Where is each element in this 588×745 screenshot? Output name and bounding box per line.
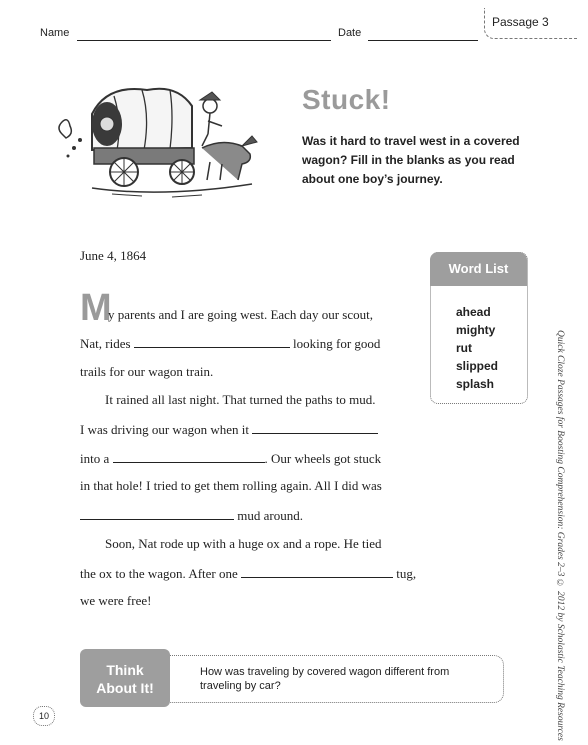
word-list-title: Word List xyxy=(448,261,509,276)
word-list-item: ahead xyxy=(456,305,491,319)
passage-line-text: Soon, Nat rode up with a huge ox and a rope. He tied xyxy=(105,536,382,551)
blank-1[interactable] xyxy=(134,335,290,348)
blank-2[interactable] xyxy=(252,421,378,434)
passage-label: Passage 3 xyxy=(492,15,549,29)
word-list-item: mighty xyxy=(456,323,496,337)
blank-4[interactable] xyxy=(80,507,234,520)
passage-line-5 xyxy=(80,421,378,438)
passage-line-6 xyxy=(80,450,381,467)
passage-date: June 4, 1864 xyxy=(80,248,147,263)
side-citation: Quick Cloze Passages for Boosting Comprehension: Grades 2–3 © 2012 by Scholastic Teaching Resources xyxy=(555,330,565,741)
word-list-item: slipped xyxy=(456,359,499,373)
passage-line-1 xyxy=(108,307,373,323)
page-title: Stuck! xyxy=(302,84,391,115)
passage-line-10 xyxy=(80,565,416,582)
passage-line-7 xyxy=(80,478,382,494)
passage-line-text: y parents and I are going west. Each day our scout, xyxy=(108,307,373,322)
word-list-item: rut xyxy=(456,341,472,355)
think-question: How was traveling by covered wagon different from traveling by car? xyxy=(200,666,450,692)
passage-line-text: we were free! xyxy=(80,593,152,608)
passage-line-9 xyxy=(105,536,382,552)
passage-line-text: trails for our wagon train. xyxy=(80,364,214,379)
think-about-it-title xyxy=(80,661,170,697)
blank-3[interactable] xyxy=(113,450,265,463)
passage-line-text: the ox to the wagon. After one xyxy=(80,566,242,581)
name-field[interactable] xyxy=(77,28,331,41)
date-field[interactable] xyxy=(368,28,478,41)
blank-5[interactable] xyxy=(241,565,393,578)
passage-line-text: I was driving our wagon when it xyxy=(80,422,253,437)
think-title-line-2: About It! xyxy=(96,680,154,696)
passage-line-text: Nat, rides xyxy=(80,336,134,351)
passage-line-text: into a xyxy=(80,451,113,466)
passage-line-text: in that hole! I tried to get them rolling again. All I did was xyxy=(80,478,382,493)
passage-line-text: It rained all last night. That turned the paths to mud. xyxy=(105,392,376,407)
date-label: Date xyxy=(338,27,362,39)
intro-text: Was it hard to travel west in a covered wagon? Fill in the blanks as you read about one boy’s journey. xyxy=(302,134,520,186)
name-label: Name xyxy=(40,27,70,39)
think-title-line-1: Think xyxy=(106,662,144,678)
covered-wagon-illustration xyxy=(52,76,268,206)
word-list-item: splash xyxy=(456,377,495,391)
passage-line-4 xyxy=(105,392,376,408)
passage-line-2 xyxy=(80,335,380,352)
page-number: 10 xyxy=(33,706,55,726)
passage-line-3 xyxy=(80,364,213,380)
passage-line-text: mud around. xyxy=(234,508,303,523)
passage-line-text: looking for good xyxy=(289,336,381,351)
drop-cap-letter: M xyxy=(80,287,112,329)
passage-line-11 xyxy=(80,593,151,609)
drop-cap xyxy=(80,287,112,329)
passage-line-text: tug, xyxy=(393,566,417,581)
passage-line-text: . Our wheels got stuck xyxy=(264,451,382,466)
passage-line-8 xyxy=(80,507,303,524)
